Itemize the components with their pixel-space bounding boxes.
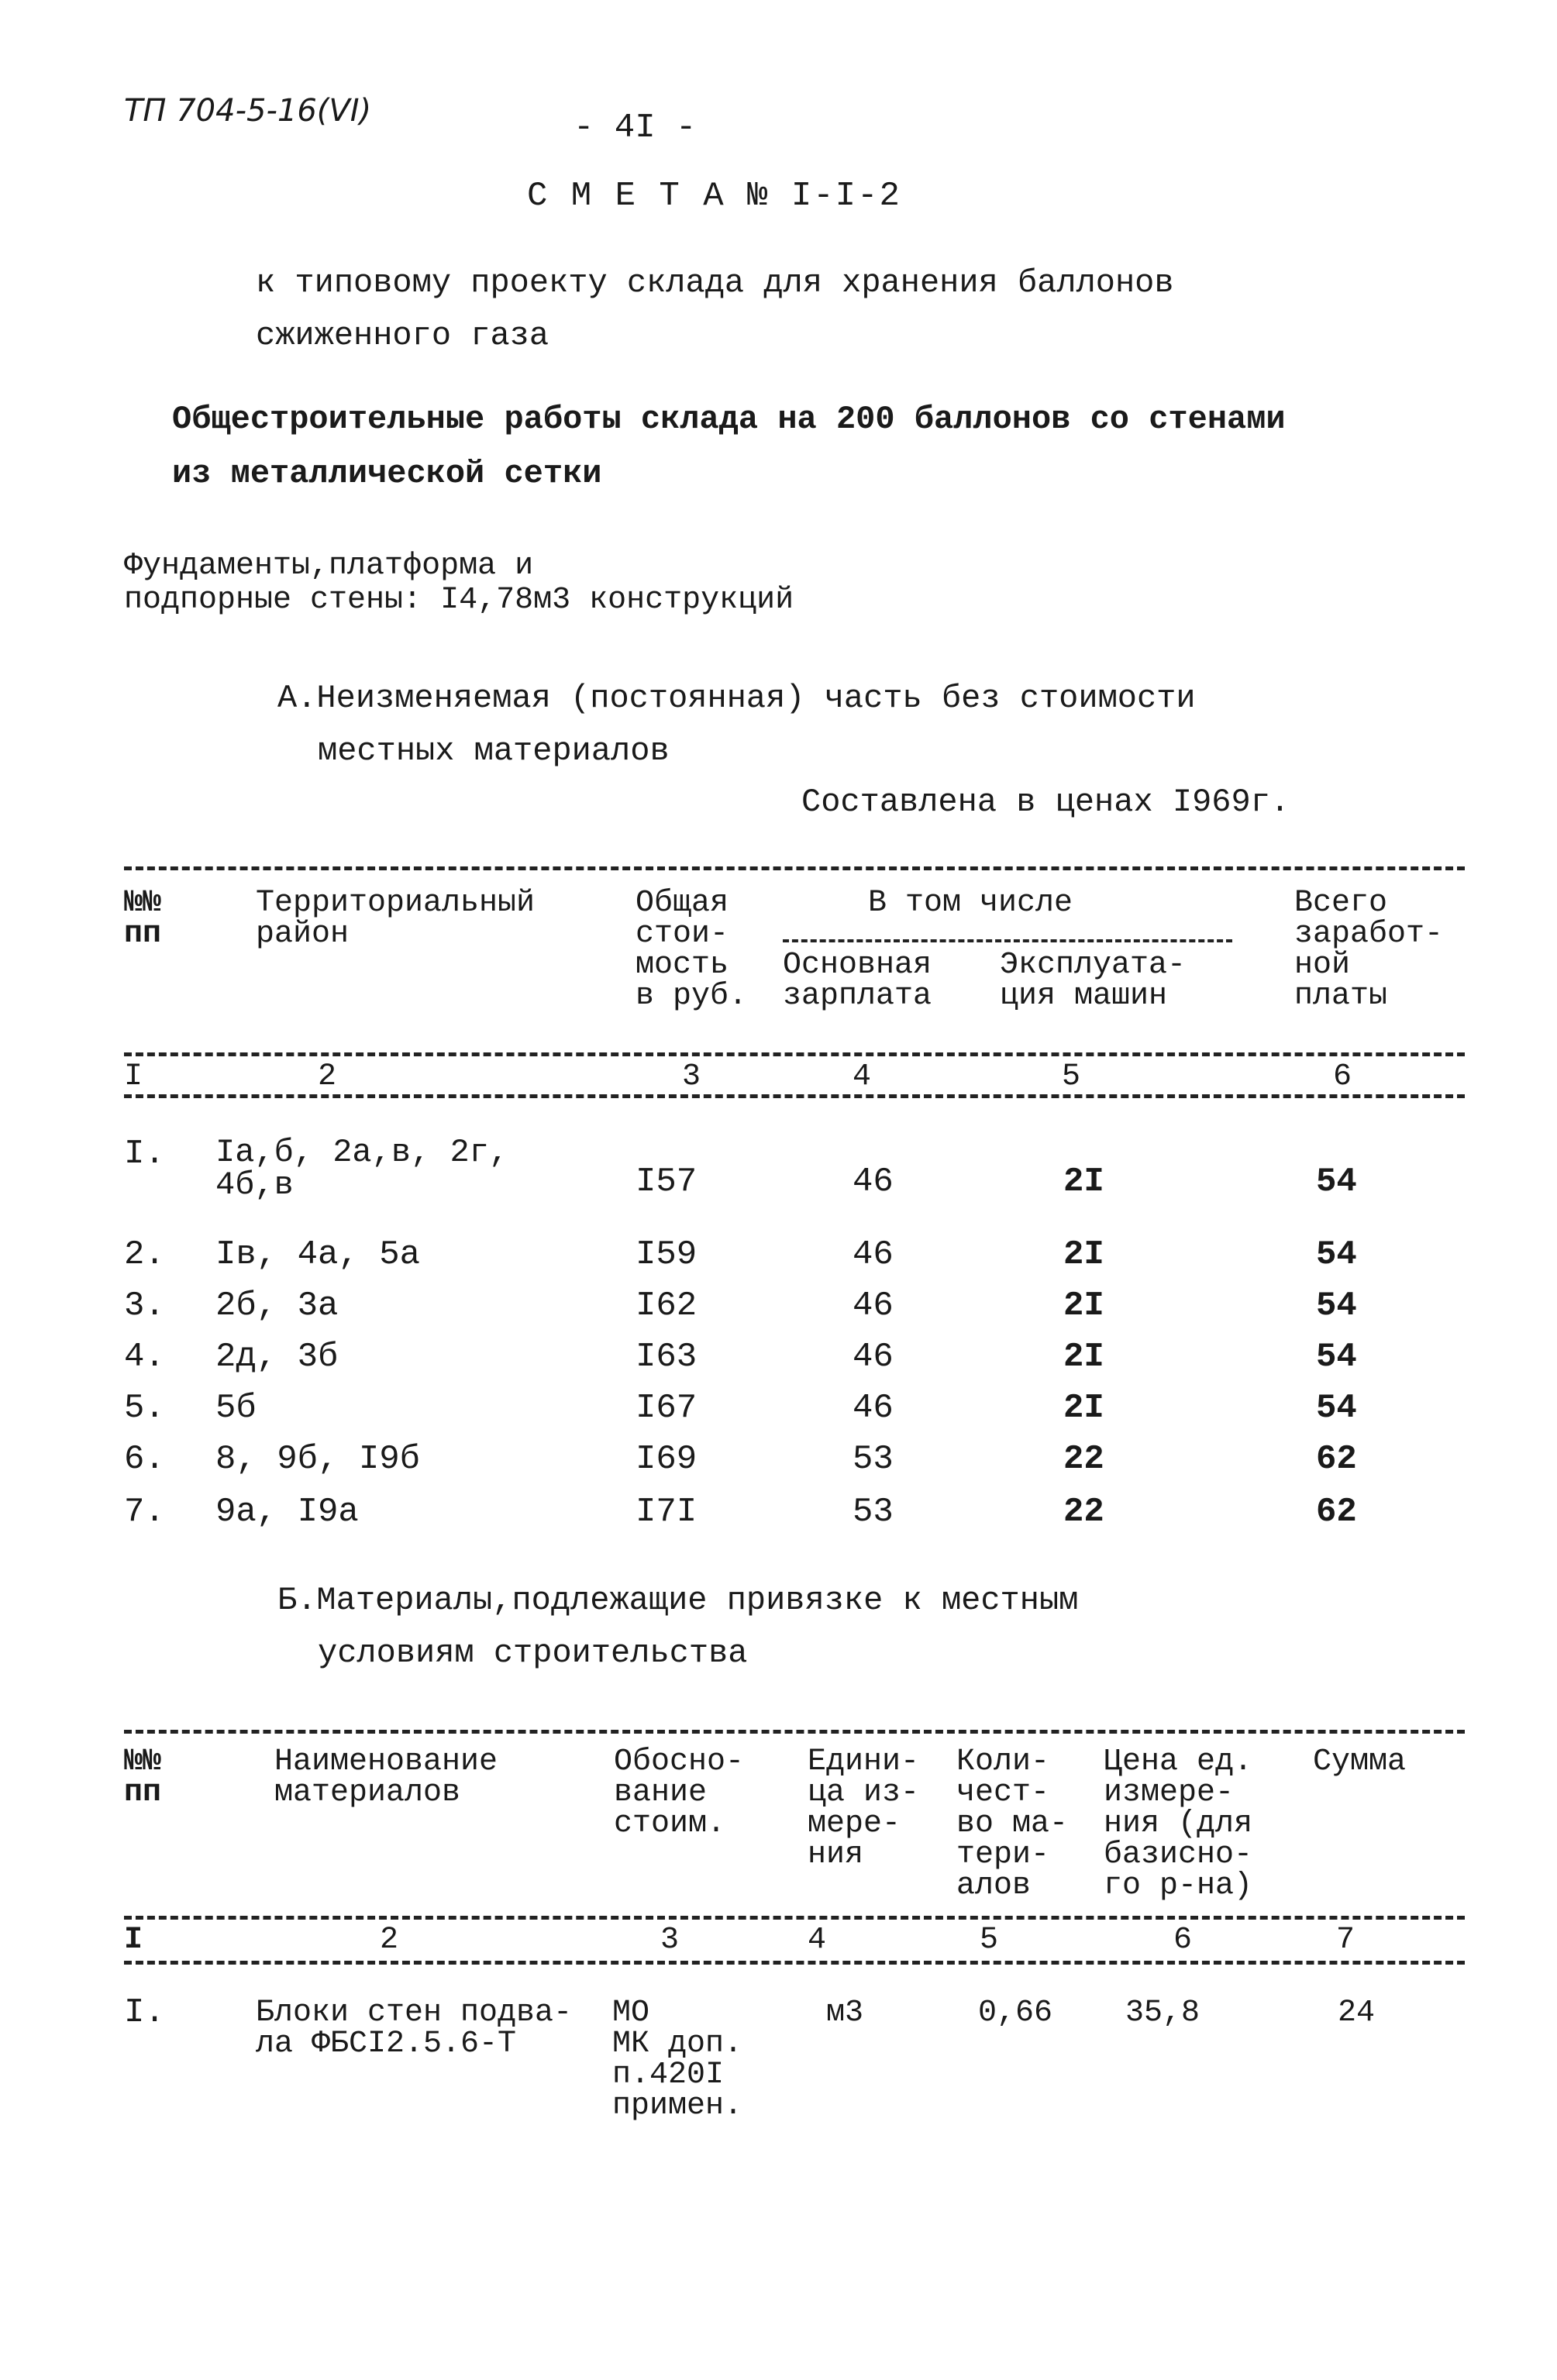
table-b-header-sum: Сумма (1313, 1745, 1407, 1779)
row-total: I7I (636, 1493, 698, 1531)
table-a-col-4: 4 (853, 1059, 872, 1094)
page-number: - 4I - (574, 108, 697, 147)
row-price: 35,8 (1125, 1996, 1200, 2030)
row-wage: 53 (853, 1440, 894, 1479)
table-a-top-rule (124, 866, 1465, 870)
table-a-col-5: 5 (1062, 1059, 1081, 1094)
section-b-heading-2: условиям строительства (318, 1634, 748, 1672)
row-wage: 46 (853, 1286, 894, 1325)
row-number: 3. (124, 1286, 165, 1325)
work-description-1: Общестроительные работы склада на 200 баллонов со стенами (172, 401, 1286, 438)
table-a-colnum-rule (124, 1094, 1465, 1098)
row-machines: 2I (1063, 1235, 1104, 1274)
row-number: 7. (124, 1493, 165, 1531)
row-wage: 46 (853, 1338, 894, 1376)
row-district: Iа,б, 2а,в, 2г, 4б,в (215, 1134, 509, 1204)
table-a-col-2: 2 (318, 1059, 337, 1094)
table-a-col-1: I (124, 1059, 143, 1094)
subtitle-line-1: к типовому проекту склада для хранения баллонов (256, 264, 1174, 301)
table-b-header-price: Цена ед. измере- ния (для базисно- го р-на) (1104, 1745, 1253, 1903)
subtitle-line-2: сжиженного газа (256, 317, 549, 354)
row-total-wage: 54 (1316, 1286, 1357, 1325)
row-number: 2. (124, 1235, 165, 1274)
table-b-col-5: 5 (980, 1923, 999, 1958)
table-b-col-6: 6 (1173, 1923, 1193, 1958)
table-b-header-rule (124, 1916, 1465, 1920)
row-wage: 46 (853, 1389, 894, 1428)
table-b-colnum-rule (124, 1961, 1465, 1965)
section-a-heading-1: А.Неизменяемая (постоянная) часть без стоимости (277, 680, 1196, 717)
table-b-header-num: №№ пп (124, 1745, 162, 1810)
table-a-header-total: Общая стои- мость в руб. (636, 886, 748, 1014)
work-description-2: из металлической сетки (172, 455, 602, 492)
estimate-title: С М Е Т А № I-I-2 (527, 177, 901, 215)
table-b-col-1: I (124, 1923, 143, 1958)
section-b-heading-1: Б.Материалы,подлежащие привязке к местным (277, 1582, 1079, 1619)
row-total-wage: 62 (1316, 1493, 1357, 1531)
row-district: 2б, 3а (215, 1286, 339, 1325)
table-a-header-district: Территориальный район (256, 886, 536, 952)
row-total: I62 (636, 1286, 698, 1325)
row-total-wage: 54 (1316, 1338, 1357, 1376)
prices-note: Составлена в ценах I969г. (801, 784, 1290, 821)
row-total: I67 (636, 1389, 698, 1428)
row-number: I. (124, 1135, 165, 1173)
row-district: 8, 9б, I9б (215, 1440, 421, 1479)
table-b-col-4: 4 (808, 1923, 827, 1958)
row-machines: 22 (1063, 1493, 1104, 1531)
row-district: 2д, 3б (215, 1338, 339, 1376)
row-wage: 46 (853, 1162, 894, 1201)
table-a-col-6: 6 (1333, 1059, 1352, 1094)
row-quantity: 0,66 (978, 1996, 1053, 2030)
row-total-wage: 54 (1316, 1162, 1357, 1201)
row-machines: 2I (1063, 1162, 1104, 1201)
row-district: 9а, I9а (215, 1493, 359, 1531)
row-total-wage: 54 (1316, 1235, 1357, 1274)
row-material-name: Блоки стен подва- ла ФБСI2.5.6-Т (256, 1996, 573, 2061)
table-b-header-unit: Едини- ца из- мере- ния (808, 1745, 920, 1872)
row-machines: 2I (1063, 1286, 1104, 1325)
table-a-col-3: 3 (682, 1059, 701, 1094)
table-a-header-incl: В том числе (868, 886, 1073, 921)
table-a-header-wage: Основная зарплата (783, 948, 932, 1014)
row-wage: 53 (853, 1493, 894, 1531)
table-b-header-qty: Коли- чест- во ма- тери- алов (956, 1745, 1069, 1903)
scope-line-1: Фундаменты,платформа и (124, 549, 534, 584)
table-b-header-basis: Обосно- вание стоим. (614, 1745, 745, 1841)
document-code: ТП 704-5-16(VI) (124, 93, 372, 129)
row-total: I63 (636, 1338, 698, 1376)
row-district: 5б (215, 1389, 257, 1428)
table-b-top-rule (124, 1730, 1465, 1734)
table-a-header-machines: Эксплуата- ция машин (1000, 948, 1187, 1014)
table-a-header-total-wage: Всего заработ- ной платы (1294, 886, 1444, 1014)
table-a-incl-rule (783, 939, 1232, 942)
row-machines: 2I (1063, 1389, 1104, 1428)
row-basis: МО МК доп. п.420I примен. (612, 1996, 743, 2123)
row-total-wage: 62 (1316, 1440, 1357, 1479)
table-a-header-num: №№ пп (124, 886, 162, 952)
table-b-col-2: 2 (380, 1923, 399, 1958)
row-number: 4. (124, 1338, 165, 1376)
section-a-heading-2: местных материалов (318, 732, 670, 770)
row-wage: 46 (853, 1235, 894, 1274)
row-machines: 2I (1063, 1338, 1104, 1376)
row-total-wage: 54 (1316, 1389, 1357, 1428)
row-total: I69 (636, 1440, 698, 1479)
row-total: I59 (636, 1235, 698, 1274)
row-total: I57 (636, 1162, 698, 1201)
table-b-col-7: 7 (1336, 1923, 1355, 1958)
row-machines: 22 (1063, 1440, 1104, 1479)
row-number: 5. (124, 1389, 165, 1428)
row-unit: м3 (826, 1996, 864, 2030)
table-b-col-3: 3 (660, 1923, 680, 1958)
table-b-header-name: Наименование материалов (274, 1745, 498, 1810)
table-a-header-rule (124, 1052, 1465, 1056)
row-number: I. (124, 1993, 165, 2032)
row-number: 6. (124, 1440, 165, 1479)
scope-line-2: подпорные стены: I4,78м3 конструкций (124, 583, 794, 618)
row-sum: 24 (1338, 1996, 1376, 2030)
row-district: Iв, 4а, 5а (215, 1235, 421, 1274)
